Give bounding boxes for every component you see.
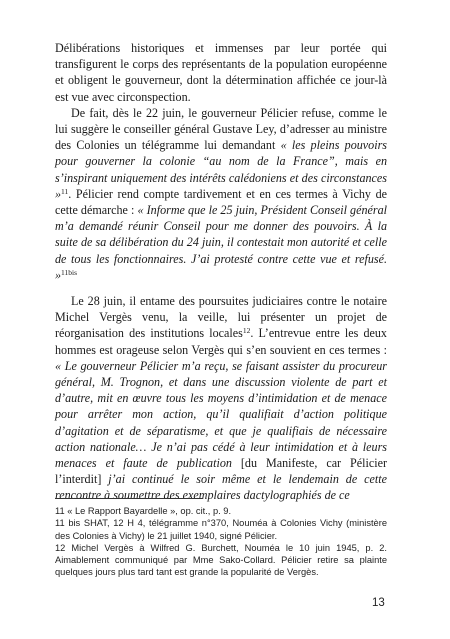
footnote-11: 11 « Le Rapport Bayardelle », op. cit., p. 9. xyxy=(55,506,232,516)
paragraph-1-text: Délibérations historiques et immenses par leur portée qui transfigurent le corps des représentants de la population européenne et obligent le gouverneur, dont la détermination affichée ce jour-là est vue avec circonspection. xyxy=(55,41,387,104)
footnote-ref-11bis[interactable]: 11bis xyxy=(61,267,78,277)
quote-telegram: « Informe que le 25 juin, Président Conseil général m’a demandé réunir Conseil pour me donner des pouvoirs. À la suite de sa délibération du 24 juin, il contestait mon autorité et celle de tous les fonctionnaires. J’ai protesté contre cette vue et refusé. » xyxy=(55,203,387,282)
quote-verges: « Le gouverneur Pélicier m’a reçu, se faisant assister du procureur général, M. Trognon, et dans une discussion violente de part et d’autre, mit en œuvre tous les moyens d’intimidation et de menace pour arrêter mon action, qu’il qualifiait d’action politique d’agitation et de séparatisme, et que je qualifiais de nécessaire action nationale… Je n’ai pas cédé à leur intimidation et à leurs menaces et faute de publication xyxy=(55,358,387,471)
paragraph-3-bracket: [du Manifeste, car Pélicier l’interdit] xyxy=(55,456,387,487)
paragraph-2 xyxy=(55,105,387,283)
paragraph-1 xyxy=(55,40,387,105)
paragraph-3-text-b: . L’entrevue entre les deux hommes est orageuse selon Vergès qui s’en souvient en ces termes : xyxy=(55,326,387,357)
footnote-divider xyxy=(55,498,203,499)
paragraph-3-text-a: Le 28 juin, il entame des poursuites judiciaires contre le notaire Michel Vergès venu, la veille, lui présenter un projet de réorganisation des institutions locales xyxy=(55,294,387,341)
quote-verges-cont: j’ai continué le soir même et le lendemain de cette rencontre à soumettre des exemplaires dactylographiés de ce xyxy=(55,472,387,503)
page-number: 13 xyxy=(372,597,385,609)
footnote-12: 12 Michel Vergès à Wilfred G. Burchett, Nouméa le 10 juin 1945, p. 2. Aimablement communiqué par Mme Sako-Collard. Pélicier retire sa plainte quelques jours plus tard tant est grande la popularité de Vergès. xyxy=(55,542,387,578)
paragraph-2-text-a: De fait, dès le 22 juin, le gouverneur Pélicier refuse, comme le lui suggère le conseiller général Gustave Ley, d’adresser au ministre des Colonies un télégramme lui demandant xyxy=(55,105,387,153)
paragraph-2-text-c: . Pélicier rend compte tardivement et en ces termes à Vichy de cette démarche : xyxy=(55,186,387,218)
quote-pleins-pouvoirs: « les pleins pouvoirs pour gouverner la colonie “au nom de la France”, mais en s’inspirant uniquement des intérêts calédoniens et des circonstances » xyxy=(55,138,387,201)
main-text xyxy=(55,40,387,504)
paragraph-3 xyxy=(55,293,387,504)
footnote-ref-11[interactable]: 11 xyxy=(61,186,69,196)
footnote-ref-12[interactable]: 12 xyxy=(242,326,251,336)
footnote-11bis: 11 bis SHAT, 12 H 4, télégramme n°370, Nouméa à Colonies Vichy (ministère des Colonies à Vichy) le 21 juillet 1940, signé Pélicier. xyxy=(55,518,387,541)
footnotes xyxy=(55,505,387,579)
